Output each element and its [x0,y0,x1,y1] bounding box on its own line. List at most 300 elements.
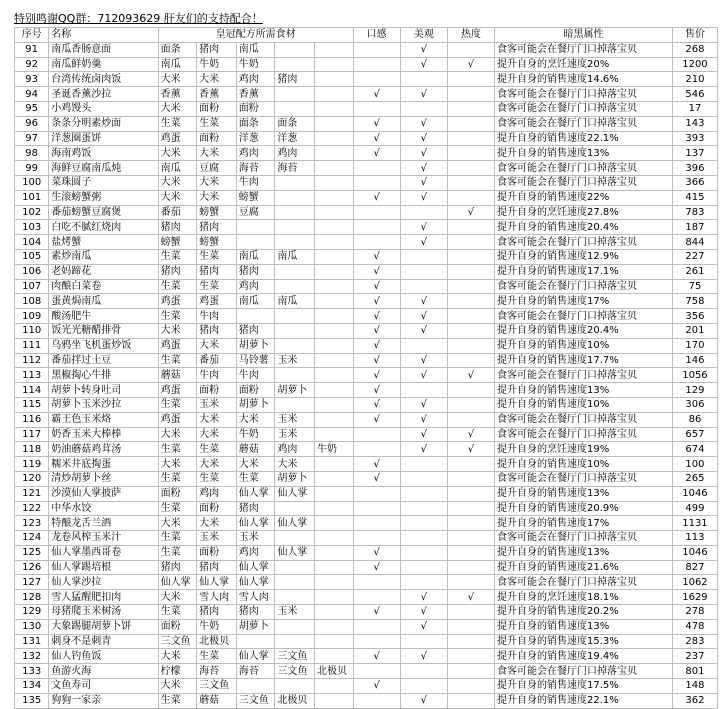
cell-ingredient [275,531,315,546]
cell-heat [447,309,494,324]
cell-price: 268 [672,42,717,57]
cell-heat [447,531,494,546]
cell-ingredient: 面粉 [236,383,275,398]
cell-ingredient [315,471,354,486]
cell-ingredient [236,679,275,694]
cell-ingredient: 南瓜 [236,249,275,264]
cell-seq: 122 [15,501,49,516]
cell-name: 海鲜豆腐南瓜炖 [49,161,158,176]
table-row [15,235,718,250]
cell-ingredient: 面粉 [197,383,237,398]
table-row [15,42,718,57]
cell-seq: 111 [15,338,49,353]
cell-ingredient: 蘑菇 [197,693,237,708]
cell-ingredient [315,175,354,190]
cell-name: 奶油蘑菇鸡茸汤 [49,442,158,457]
cell-attribute: 提升自身的销售速度13% [495,383,673,398]
cell-attribute: 食客可能会在餐厅门口掉落宝贝 [495,575,673,590]
cell-seq: 127 [15,575,49,590]
cell-ingredient: 仙人掌 [275,486,315,501]
cell-ingredient [275,279,315,294]
cell-price: 146 [672,353,717,368]
cell-ingredient: 面粉 [197,501,237,516]
cell-taste: √ [353,545,400,560]
cell-looks: √ [400,397,447,412]
cell-attribute: 提升自身的销售速度19.4% [495,649,673,664]
cell-heat [447,116,494,131]
cell-taste: √ [353,338,400,353]
cell-taste: √ [353,560,400,575]
cell-ingredient: 面粉 [158,486,197,501]
cell-looks: √ [400,353,447,368]
cell-ingredient: 猪肉 [158,220,197,235]
cell-heat [447,42,494,57]
cell-ingredient: 猪肉 [275,72,315,87]
cell-ingredient: 猪肉 [236,323,275,338]
cell-attribute: 食客可能会在餐厅门口掉落宝贝 [495,412,673,427]
cell-taste: √ [353,471,400,486]
cell-seq: 114 [15,383,49,398]
cell-price: 1062 [672,575,717,590]
cell-heat [447,679,494,694]
cell-taste: √ [353,264,400,279]
cell-ingredient: 大米 [197,427,237,442]
table-row [15,57,718,72]
cell-ingredient [275,235,315,250]
cell-name: 盐烤蟹 [49,235,158,250]
cell-seq: 130 [15,619,49,634]
cell-taste: √ [353,605,400,620]
cell-ingredient: 面粉 [197,131,237,146]
cell-attribute: 食客可能会在餐厅门口掉落宝贝 [495,42,673,57]
cell-taste: √ [353,412,400,427]
cell-ingredient: 猪肉 [197,605,237,620]
cell-price: 237 [672,649,717,664]
cell-looks [400,457,447,472]
cell-ingredient [315,323,354,338]
cell-ingredient: 南瓜 [158,57,197,72]
cell-ingredient: 番茄 [158,205,197,220]
cell-seq: 102 [15,205,49,220]
cell-looks: √ [400,693,447,708]
cell-price: 1046 [672,545,717,560]
table-row [15,338,718,353]
cell-seq: 110 [15,323,49,338]
cell-heat [447,72,494,87]
table-row [15,605,718,620]
cell-ingredient: 大米 [197,190,237,205]
cell-heat [447,175,494,190]
table-row [15,575,718,590]
cell-looks: √ [400,161,447,176]
cell-price: 362 [672,693,717,708]
cell-heat: √ [447,57,494,72]
cell-price: 827 [672,560,717,575]
cell-ingredient: 牛肉 [236,368,275,383]
cell-seq: 92 [15,57,49,72]
cell-taste: √ [353,190,400,205]
cell-taste [353,486,400,501]
cell-attribute: 提升自身的销售速度13% [495,545,673,560]
table-row [15,619,718,634]
cell-ingredient: 鸡肉 [236,545,275,560]
cell-ingredient [315,249,354,264]
cell-seq: 107 [15,279,49,294]
cell-seq: 99 [15,161,49,176]
cell-ingredient: 仙人掌 [236,649,275,664]
cell-attribute: 食客可能会在餐厅门口掉落宝贝 [495,471,673,486]
cell-attribute: 提升自身的销售速度17.1% [495,264,673,279]
cell-ingredient [315,427,354,442]
cell-seq: 125 [15,545,49,560]
cell-attribute: 提升自身的销售速度13% [495,146,673,161]
cell-ingredient: 大米 [197,457,237,472]
cell-taste: √ [353,279,400,294]
cell-name: 奶香玉米大棒棒 [49,427,158,442]
cell-taste [353,634,400,649]
cell-heat [447,161,494,176]
table-row [15,516,718,531]
cell-ingredient [275,175,315,190]
cell-taste: √ [353,294,400,309]
cell-ingredient: 大米 [158,146,197,161]
cell-attribute: 食客可能会在餐厅门口掉落宝贝 [495,87,673,102]
cell-heat [447,279,494,294]
cell-attribute: 提升自身的销售速度20.4% [495,323,673,338]
cell-ingredient: 南瓜 [236,42,275,57]
cell-ingredient: 鸡蛋 [158,383,197,398]
cell-ingredient: 大米 [158,101,197,116]
cell-ingredient: 雪人肉 [236,590,275,605]
cell-ingredient [275,205,315,220]
table-row [15,353,718,368]
table-row [15,368,718,383]
cell-name: 黑椒掏心牛排 [49,368,158,383]
cell-looks: √ [400,220,447,235]
cell-ingredient [315,501,354,516]
cell-price: 356 [672,309,717,324]
cell-price: 801 [672,664,717,679]
cell-price: 283 [672,634,717,649]
cell-price: 210 [672,72,717,87]
cell-looks: √ [400,294,447,309]
cell-ingredient [315,531,354,546]
cell-ingredient: 生菜 [197,442,237,457]
cell-seq: 131 [15,634,49,649]
cell-seq: 118 [15,442,49,457]
cell-ingredient: 生菜 [158,279,197,294]
cell-ingredient [315,87,354,102]
table-row [15,220,718,235]
cell-ingredient: 生菜 [197,471,237,486]
cell-name: 老妈蹄花 [49,264,158,279]
cell-name: 沙漠仙人掌披萨 [49,486,158,501]
cell-heat [447,634,494,649]
cell-ingredient [275,619,315,634]
cell-ingredient [315,338,354,353]
recipe-table [14,27,718,709]
cell-ingredient: 面粉 [197,545,237,560]
cell-taste [353,42,400,57]
cell-ingredient: 面条 [236,116,275,131]
cell-looks: √ [400,619,447,634]
cell-attribute: 提升自身的销售速度17.5% [495,679,673,694]
cell-ingredient: 香薰 [197,87,237,102]
cell-taste [353,161,400,176]
cell-price: 261 [672,264,717,279]
cell-looks [400,634,447,649]
cell-attribute: 食客可能会在餐厅门口掉落宝贝 [495,101,673,116]
table-row [15,131,718,146]
cell-ingredient [315,383,354,398]
cell-ingredient [236,634,275,649]
cell-heat [447,146,494,161]
cell-seq: 100 [15,175,49,190]
cell-looks [400,501,447,516]
cell-heat: √ [447,427,494,442]
cell-ingredient [275,397,315,412]
cell-ingredient: 生菜 [158,116,197,131]
cell-price: 17 [672,101,717,116]
header-seq: 序号 [15,28,49,43]
cell-name: 南瓜鲜奶羹 [49,57,158,72]
cell-ingredient: 猪肉 [236,605,275,620]
cell-taste: √ [353,323,400,338]
cell-ingredient [315,205,354,220]
cell-heat [447,235,494,250]
table-row [15,634,718,649]
table-row [15,427,718,442]
cell-ingredient: 大米 [197,338,237,353]
cell-price: 113 [672,531,717,546]
cell-ingredient [315,72,354,87]
cell-ingredient [315,486,354,501]
cell-looks [400,664,447,679]
cell-ingredient: 牛奶 [236,57,275,72]
cell-price: 1046 [672,486,717,501]
cell-looks [400,205,447,220]
cell-price: 143 [672,116,717,131]
cell-price: 265 [672,471,717,486]
cell-ingredient: 南瓜 [275,249,315,264]
cell-seq: 126 [15,560,49,575]
cell-ingredient: 玉米 [275,427,315,442]
cell-ingredient [275,338,315,353]
cell-taste [353,101,400,116]
cell-ingredient: 香薰 [158,87,197,102]
cell-looks [400,264,447,279]
cell-heat [447,353,494,368]
cell-ingredient [315,294,354,309]
cell-price: 657 [672,427,717,442]
cell-name: 仙人掌踢培根 [49,560,158,575]
cell-price: 478 [672,619,717,634]
table-row [15,323,718,338]
cell-attribute: 提升自身的销售速度22.1% [495,131,673,146]
cell-ingredient: 大米 [197,146,237,161]
cell-heat [447,294,494,309]
cell-looks: √ [400,131,447,146]
cell-ingredient: 北极贝 [315,664,354,679]
cell-ingredient [275,87,315,102]
cell-looks: √ [400,412,447,427]
cell-attribute: 食客可能会在餐厅门口掉落宝贝 [495,309,673,324]
cell-looks: √ [400,368,447,383]
header-heat: 热度 [447,28,494,43]
table-row [15,279,718,294]
cell-ingredient: 生菜 [158,353,197,368]
cell-seq: 115 [15,397,49,412]
cell-name: 饭光光糖醋排骨 [49,323,158,338]
cell-name: 番茄螃蟹豆腐煲 [49,205,158,220]
table-row [15,679,718,694]
cell-taste [353,516,400,531]
cell-ingredient [315,590,354,605]
cell-ingredient: 生菜 [158,309,197,324]
cell-attribute: 食客可能会在餐厅门口掉落宝贝 [495,175,673,190]
cell-ingredient: 南瓜 [158,161,197,176]
cell-name: 圣诞香薰沙拉 [49,87,158,102]
cell-ingredient: 大米 [158,190,197,205]
cell-ingredient: 三文鱼 [197,679,237,694]
cell-heat [447,501,494,516]
cell-ingredient: 鸡蛋 [158,294,197,309]
cell-ingredient: 三文鱼 [275,664,315,679]
cell-heat [447,397,494,412]
cell-ingredient [275,501,315,516]
cell-name: 仙人掌墨西哥卷 [49,545,158,560]
cell-ingredient: 牛奶 [315,442,354,457]
table-row [15,309,718,324]
cell-ingredient: 仙人掌 [158,575,197,590]
cell-attribute: 食客可能会在餐厅门口掉落宝贝 [495,116,673,131]
cell-ingredient: 牛奶 [197,57,237,72]
cell-looks: √ [400,190,447,205]
cell-taste [353,72,400,87]
cell-looks [400,338,447,353]
cell-heat [447,471,494,486]
cell-ingredient: 猪肉 [158,560,197,575]
cell-looks: √ [400,590,447,605]
cell-ingredient: 玉米 [275,353,315,368]
cell-ingredient [315,575,354,590]
table-row [15,205,718,220]
cell-taste [353,220,400,235]
cell-ingredient: 鸡蛋 [158,338,197,353]
cell-ingredient [315,693,354,708]
cell-ingredient: 鸡肉 [275,442,315,457]
cell-ingredient: 胡萝卜 [275,383,315,398]
cell-taste [353,57,400,72]
cell-ingredient: 猪肉 [197,42,237,57]
cell-ingredient [275,264,315,279]
cell-price: 227 [672,249,717,264]
cell-heat [447,338,494,353]
cell-ingredient: 柠檬 [158,664,197,679]
cell-ingredient: 生菜 [197,279,237,294]
cell-ingredient [315,161,354,176]
cell-ingredient: 雪人肉 [197,590,237,605]
cell-price: 75 [672,279,717,294]
cell-ingredient: 北极贝 [197,634,237,649]
cell-attribute: 提升自身的销售速度22.1% [495,693,673,708]
cell-ingredient: 洋葱 [275,131,315,146]
cell-ingredient: 猪肉 [197,220,237,235]
cell-ingredient: 猪肉 [158,264,197,279]
cell-attribute: 提升自身的烹饪速度20% [495,57,673,72]
cell-ingredient: 鸡蛋 [158,412,197,427]
cell-name: 胡萝卜转身吐司 [49,383,158,398]
cell-ingredient: 仙人掌 [236,486,275,501]
cell-attribute: 食客可能会在餐厅门口掉落宝贝 [495,235,673,250]
cell-ingredient [315,679,354,694]
cell-name: 酸汤肥牛 [49,309,158,324]
cell-heat [447,605,494,620]
cell-name: 清炒胡萝卜丝 [49,471,158,486]
cell-taste: √ [353,679,400,694]
cell-ingredient [315,516,354,531]
cell-ingredient: 三文鱼 [236,693,275,708]
cell-name: 雪人猛醒肥扣肉 [49,590,158,605]
cell-heat [447,545,494,560]
cell-name: 特酿龙舌兰酒 [49,516,158,531]
cell-ingredient: 胡萝卜 [275,471,315,486]
cell-ingredient: 大米 [158,323,197,338]
cell-ingredient [315,235,354,250]
table-row [15,161,718,176]
cell-looks [400,279,447,294]
cell-price: 1200 [672,57,717,72]
cell-ingredient [275,101,315,116]
cell-taste [353,442,400,457]
cell-taste [353,619,400,634]
cell-attribute: 提升自身的销售速度10% [495,457,673,472]
cell-taste [353,501,400,516]
cell-name: 龙卷风榨玉米汁 [49,531,158,546]
cell-looks: √ [400,87,447,102]
table-row [15,442,718,457]
cell-price: 306 [672,397,717,412]
cell-ingredient [315,42,354,57]
cell-ingredient: 胡萝卜 [236,397,275,412]
cell-attribute: 提升自身的销售速度17% [495,294,673,309]
cell-looks [400,560,447,575]
cell-name: 洋葱圈蛋饼 [49,131,158,146]
cell-ingredient: 海苔 [236,161,275,176]
cell-looks: √ [400,235,447,250]
cell-seq: 91 [15,42,49,57]
cell-looks: √ [400,42,447,57]
cell-ingredient: 牛肉 [236,175,275,190]
header-price: 售价 [672,28,717,43]
header-row [15,28,718,43]
cell-ingredient: 面粉 [197,101,237,116]
cell-attribute: 提升自身的销售速度14.6% [495,72,673,87]
table-row [15,294,718,309]
cell-seq: 112 [15,353,49,368]
cell-seq: 98 [15,146,49,161]
cell-ingredient: 牛奶 [197,619,237,634]
cell-ingredient: 大米 [158,516,197,531]
cell-heat: √ [447,590,494,605]
cell-ingredient: 蘑菇 [158,368,197,383]
cell-ingredient: 生菜 [158,501,197,516]
cell-heat [447,249,494,264]
cell-ingredient [315,457,354,472]
cell-attribute: 食客可能会在餐厅门口掉落宝贝 [495,664,673,679]
cell-heat [447,560,494,575]
cell-ingredient: 玉米 [236,531,275,546]
